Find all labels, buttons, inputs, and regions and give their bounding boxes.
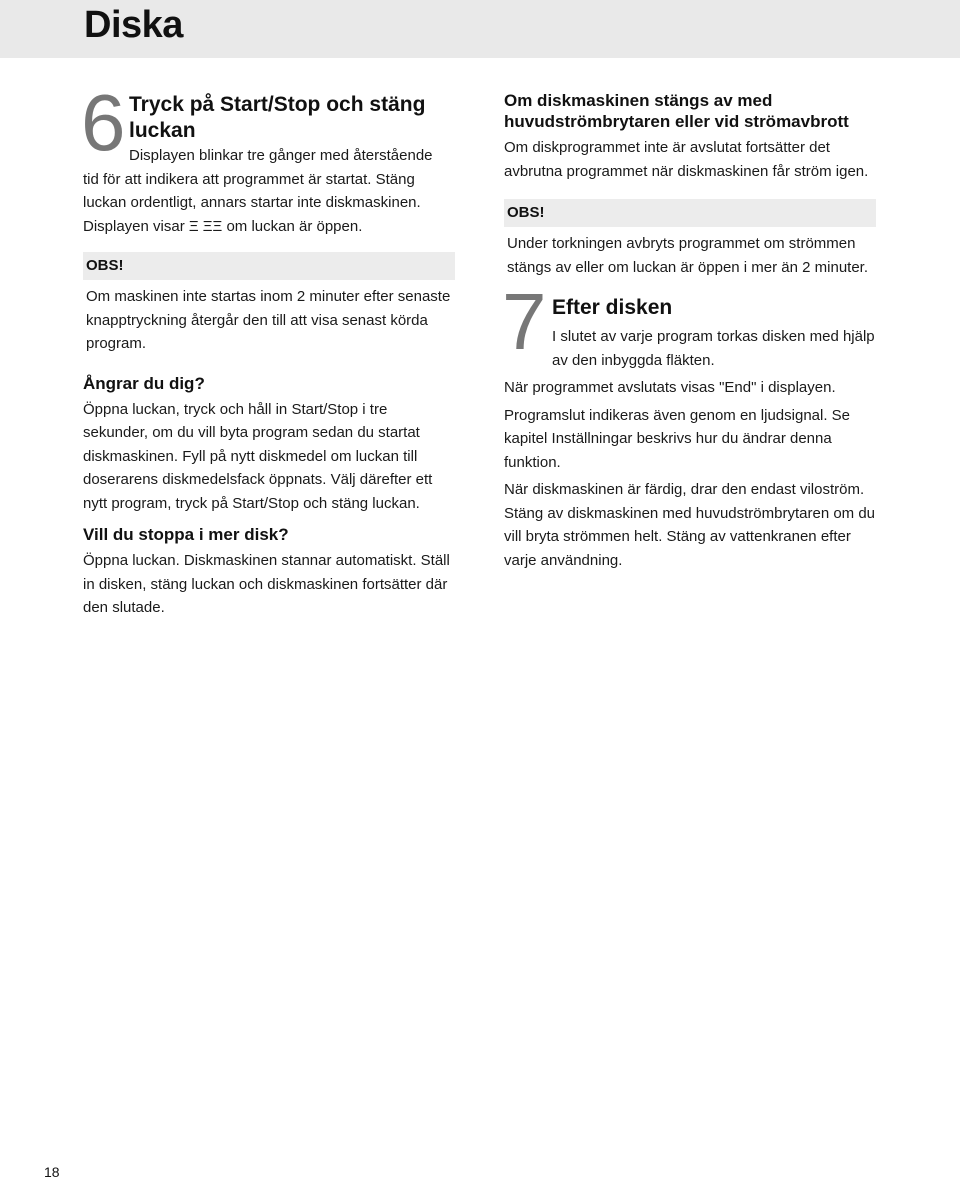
- step-number-7: 7: [502, 277, 547, 366]
- step-number: 6: [81, 78, 126, 167]
- step-title-7: Efter disken: [552, 296, 673, 319]
- step-lead-rest: tid för att indikera att programmet är startat. Stäng luckan ordentligt, annars startar inte diskmaskinen. Displayen visar Ξ ΞΞ om luckan är öppen.: [83, 170, 421, 235]
- section-heading-more-dishes: Vill du stoppa i mer disk?: [83, 525, 289, 544]
- obs-text-right: Under torkningen avbryts programmet om strömmen stängs av eller om luckan är öppen i mer än 2 minuter.: [507, 235, 869, 276]
- step-7: [502, 277, 876, 372]
- obs-label: OBS!: [83, 252, 455, 280]
- section-text-power: Om diskprogrammet inte är avslutat fortsätter det avbrutna programmet när diskmaskinen får ström igen.: [504, 139, 869, 180]
- section-text-more-dishes: Öppna luckan. Diskmaskinen stannar automatiskt. Ställ in disken, stäng luckan och diskmaskinen fortsätter där den slutade.: [83, 552, 450, 616]
- section-text-regret: Öppna luckan, tryck och håll in Start/Stop i tre sekunder, om du vill byta program sedan du startat diskmaskinen. Fyll på nytt diskmedel om luckan till doserarens diskmedelsfack öppnats. Välj därefter ett nytt program, tryck på Start/Stop och stäng luckan.: [83, 400, 433, 512]
- step-lead-text: [83, 144, 455, 238]
- obs-label-right: OBS!: [504, 199, 876, 227]
- step-lead-text-7: I slutet av varje program torkas disken med hjälp av den inbyggda fläkten.: [552, 328, 875, 369]
- obs-text: Om maskinen inte startas inom 2 minuter efter senaste knapptryckning återgår den till att visa senast körda program.: [86, 288, 451, 352]
- step7-paragraph-2: Programslut indikeras även genom en ljudsignal. Se kapitel Inställningar beskrivs hur du ändrar denna funktion.: [504, 406, 851, 471]
- page-header: [0, 0, 960, 58]
- obs-note: [83, 252, 455, 356]
- step-title: Tryck på Start/Stop och stäng luckan: [129, 93, 426, 142]
- section-heading-regret: Ångrar du dig?: [83, 373, 205, 393]
- right-column: [504, 90, 876, 572]
- page-number: 18: [44, 1164, 60, 1180]
- left-column: [81, 78, 455, 620]
- page-title: Diska: [84, 4, 183, 46]
- obs-note-right: [504, 199, 876, 279]
- step-lead-line1: Displayen blinkar tre gånger med återstående: [129, 147, 433, 164]
- step-6: [81, 78, 455, 238]
- step7-paragraph-3: När diskmaskinen är färdig, drar den endast viloström. Stäng av diskmaskinen med huvudströmbrytaren om du vill bryta strömmen helt. Stäng av vattenkranen efter varje användning.: [504, 481, 876, 569]
- step7-paragraph-1: När programmet avslutats visas "End" i displayen.: [504, 379, 836, 396]
- section-heading-power: Om diskmaskinen stängs av med huvudströmbrytaren eller vid strömavbrott: [504, 91, 849, 131]
